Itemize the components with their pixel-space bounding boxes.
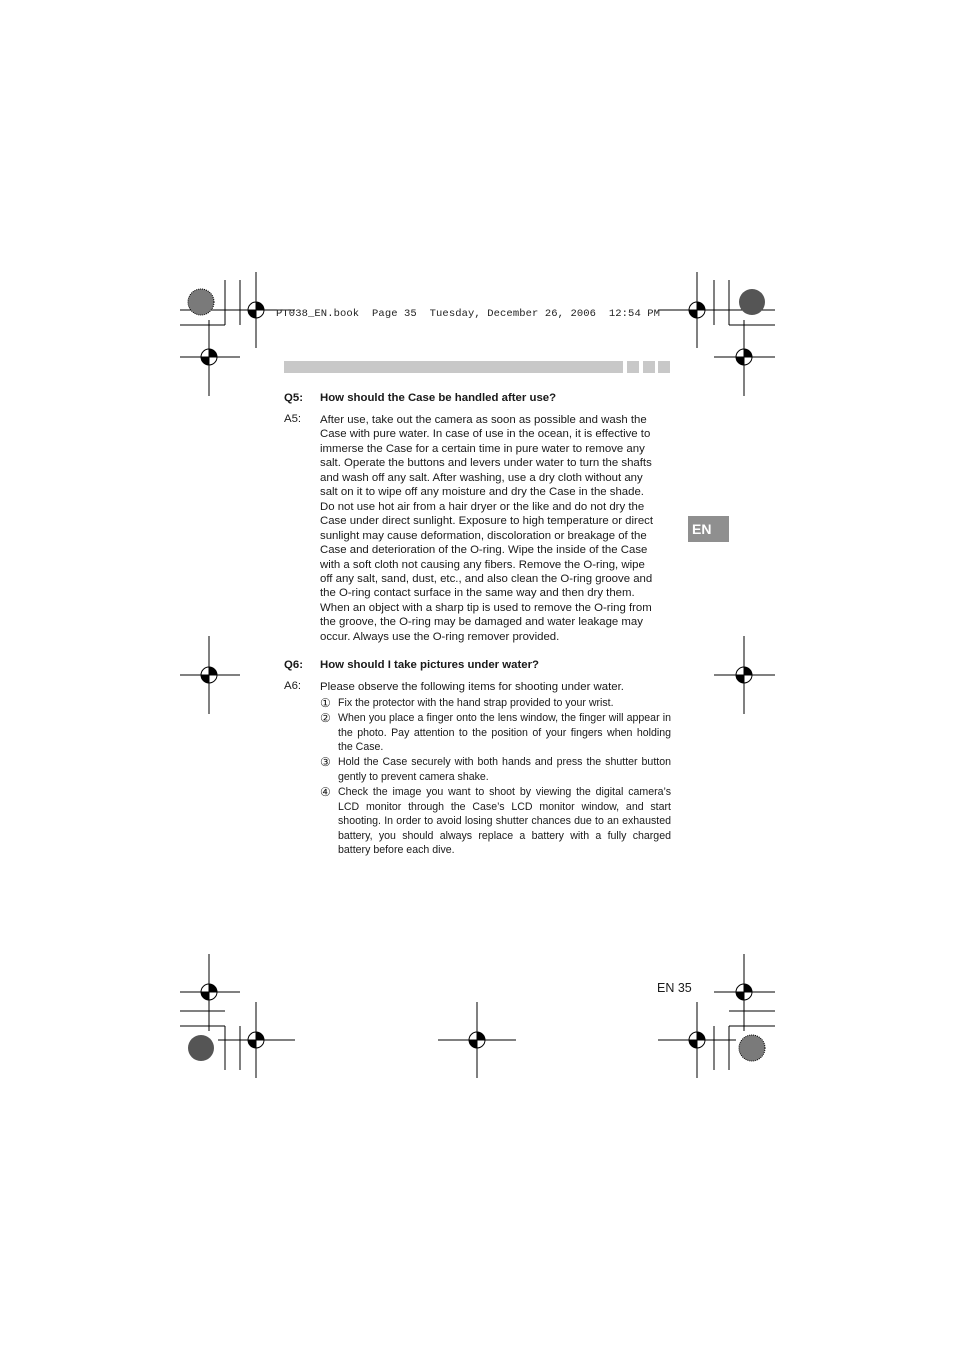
question-text: How should I take pictures under water?: [320, 659, 539, 671]
header-square: [627, 361, 639, 373]
list-item: [320, 785, 671, 858]
item-text: Hold the Case securely with both hands and press the shutter button gently to prevent camera shake.: [338, 756, 671, 783]
answer-line: the groove, the O-ring may be damaged and water leakage may: [320, 616, 643, 629]
answer-line: sunlight may cause deformation, discoloration or breakage of the: [320, 529, 647, 542]
item-text: Fix the protector with the hand strap provided to your wrist.: [338, 697, 614, 709]
list-item: [320, 696, 671, 711]
answer-line: Case under direct sunlight. Exposure to high temperature or direct: [320, 515, 654, 528]
answer-line: Do not use hot air from a hair dryer or the like and do not dry the: [320, 500, 645, 513]
answer-line: salt. Operate the buttons and levers under water to turn the shafts: [320, 457, 652, 470]
answer-line: immerse the Case for a certain time in pure water to remove any: [320, 442, 645, 455]
answer-line: with a soft cloth not causing any fibers. Remove the O-ring, wipe: [320, 558, 645, 571]
item-number: ③: [320, 755, 331, 769]
language-tab: EN: [688, 516, 729, 542]
answer-line: the O-ring contact surface in the same way and then dry them.: [320, 587, 635, 600]
answer-line: salt on it to wipe off any moisture and dry the Case in the shade.: [320, 486, 644, 499]
list-item: [320, 711, 671, 755]
answer-line: Case with pure water. In case of use in the ocean, it is effective to: [320, 428, 651, 441]
item-text: Check the image you want to shoot by viewing the digital camera’s LCD monitor through the Case’s LCD monitor window, and start shooting. In order to avoid losing shutter chances due to an exhausted battery, you should always replace a battery with a fully charged battery before each dive.: [338, 786, 671, 857]
item-number: ①: [320, 696, 331, 710]
print-header: PT038_EN.book Page 35 Tuesday, December 26, 2006 12:54 PM: [276, 308, 661, 320]
answer-line: Case and deterioration of the O-ring. Wipe the inside of the Case: [320, 544, 648, 557]
answer-line: occur. Always use the O-ring remover provided.: [320, 630, 560, 643]
question-text: How should the Case be handled after use?: [320, 392, 557, 404]
answer-line: and wash off any salt. After washing, use a dry cloth without any: [320, 471, 643, 484]
item-number: ④: [320, 785, 331, 799]
answer-line: off any salt, sand, dust, etc., and also clean the O-ring groove and: [320, 572, 653, 585]
answer-text: [320, 413, 670, 644]
answer-line: When an object with a sharp tip is used to remove the O-ring from: [320, 601, 652, 614]
list-item: [320, 755, 671, 784]
answer-line: After use, take out the camera as soon as possible and wash the: [320, 414, 647, 426]
page-number: EN 35: [657, 981, 692, 995]
question-label: Q6:: [284, 659, 303, 671]
header-square: [658, 361, 670, 373]
header-bar: [284, 361, 623, 373]
item-text: When you place a finger onto the lens window, the finger will appear in the photo. Pay attention to the position of your fingers when holding the Case.: [338, 712, 671, 754]
answer-label: A5:: [284, 413, 302, 425]
question-label: Q5:: [284, 392, 303, 404]
answer-label: A6:: [284, 680, 302, 692]
item-number: ②: [320, 711, 331, 725]
answer-intro: Please observe the following items for shooting under water.: [320, 681, 624, 693]
header-square: [643, 361, 655, 373]
